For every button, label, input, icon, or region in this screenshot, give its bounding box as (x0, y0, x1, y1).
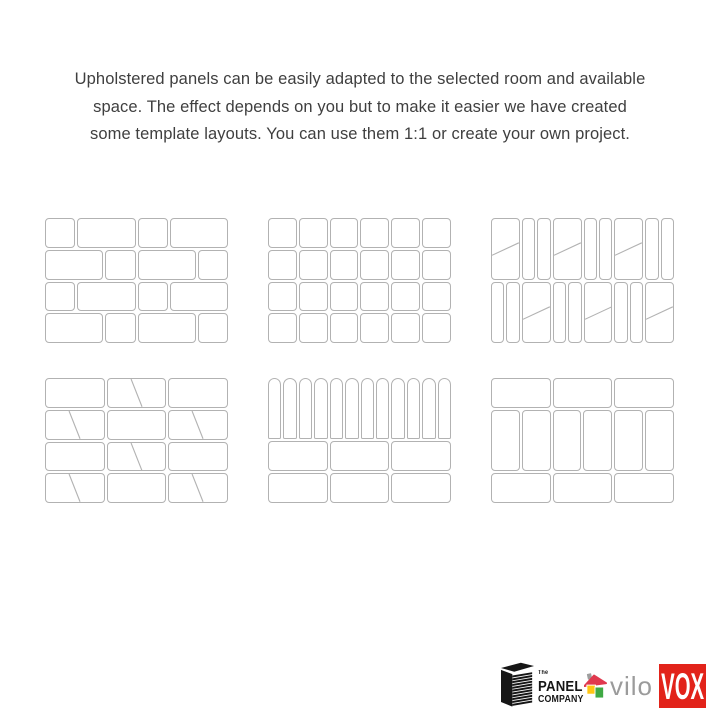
panel-cell (506, 282, 519, 344)
panel-cell (330, 218, 359, 248)
panel-cell (168, 473, 228, 503)
panel-cell (170, 218, 228, 248)
panel-cell (391, 473, 451, 503)
panel-cell (584, 282, 613, 344)
panel-cell (491, 410, 520, 471)
panel-cell (391, 282, 420, 312)
panel-cell-arched (438, 378, 451, 439)
panel-cell (77, 282, 135, 312)
vox-wordmark: VOX (661, 665, 705, 707)
panel-company-line1: PANEL (538, 678, 583, 695)
panel-company-wordmark (538, 661, 590, 705)
panel-cell (299, 218, 328, 248)
panel-cell-arched (422, 378, 435, 439)
panel-cell (170, 282, 228, 312)
panel-cell (268, 250, 297, 280)
panel-cell (45, 473, 105, 503)
panel-cell (553, 218, 582, 280)
panel-cell (45, 410, 105, 440)
intro-line: space. The effect depends on you but to make it easier we have created (93, 97, 627, 116)
panel-cell (107, 473, 167, 503)
panel-cell-arched (330, 378, 343, 439)
panel-cell (330, 313, 359, 343)
panel-cell (391, 313, 420, 343)
panel-cell (268, 313, 297, 343)
panel-cell (491, 282, 504, 344)
panel-cell (645, 218, 658, 280)
panel-cell (553, 282, 566, 344)
panel-cell (522, 410, 551, 471)
panel-cell (491, 473, 551, 503)
panel-cell (138, 282, 168, 312)
panel-cell (422, 218, 451, 248)
panel-cell-arched (376, 378, 389, 439)
panel-cell (107, 442, 167, 472)
panel-cell (491, 218, 520, 280)
intro-line: some template layouts. You can use them 1:1 or create your own project. (90, 125, 630, 143)
panel-company-logo (501, 661, 590, 707)
panel-cell (168, 442, 228, 472)
panel-cell (105, 313, 135, 343)
panel-cell (138, 250, 196, 280)
intro-line: Upholstered panels can be easily adapted to the selected room and available (74, 70, 646, 88)
panel-cell (330, 473, 390, 503)
panel-cell (599, 218, 612, 280)
panel-cell-arched (407, 378, 420, 439)
panel-cell (299, 313, 328, 343)
panel-cell (45, 442, 105, 472)
panel-cell (198, 250, 228, 280)
panel-cell (45, 218, 75, 248)
intro-text (0, 66, 720, 149)
panel-cell (45, 313, 103, 343)
panel-cell-arched (314, 378, 327, 439)
panel-cell (168, 410, 228, 440)
stacked-panels-icon (501, 661, 535, 707)
panel-cell-arched (299, 378, 312, 439)
panel-cell (299, 250, 328, 280)
panel-cell (391, 218, 420, 248)
panel-cell (553, 378, 613, 408)
panel-cell (268, 218, 297, 248)
panel-cell-arched (391, 378, 404, 439)
panel-cell (553, 473, 613, 503)
vox-logo (659, 664, 706, 708)
panel-cell (107, 410, 167, 440)
panel-cell (268, 473, 328, 503)
panel-cell (422, 250, 451, 280)
vilo-wordmark: vilo (610, 671, 654, 701)
layout-offset-brick (45, 218, 228, 343)
panel-cell (168, 378, 228, 408)
panel-cell (568, 282, 581, 344)
panel-cell (360, 250, 389, 280)
panel-cell (107, 378, 167, 408)
panel-cell-arched (283, 378, 296, 439)
panel-cell (645, 410, 674, 471)
layout-framed-verticals (491, 378, 674, 503)
panel-cell (422, 282, 451, 312)
panel-diagonal-line (554, 219, 581, 279)
panel-cell (630, 282, 643, 344)
panel-cell (198, 313, 228, 343)
panel-diagonal-line (523, 283, 550, 343)
panel-diagonal-line (615, 219, 642, 279)
panel-cell (614, 378, 674, 408)
panel-cell (330, 282, 359, 312)
panel-cell (77, 218, 135, 248)
panel-cell (45, 250, 103, 280)
panel-cell (360, 313, 389, 343)
template-layouts-grid (45, 218, 674, 503)
panel-cell (645, 282, 674, 344)
panel-cell (391, 441, 451, 471)
panel-cell-arched (361, 378, 374, 439)
panel-company-the: The (538, 670, 549, 676)
layout-arched-strips (268, 378, 451, 503)
panel-cell (330, 250, 359, 280)
panel-diagonal-line (46, 411, 104, 439)
panel-cell (45, 282, 75, 312)
panel-cell (299, 282, 328, 312)
panel-cell (583, 410, 612, 471)
panel-diagonal-line (46, 474, 104, 502)
panel-cell (522, 282, 551, 344)
panel-cell (360, 218, 389, 248)
panel-cell (553, 410, 582, 471)
panel-cell (138, 313, 196, 343)
panel-cell (614, 410, 643, 471)
panel-diagonal-line (169, 474, 227, 502)
panel-diagonal-line (108, 443, 166, 471)
panel-diagonal-line (585, 283, 612, 343)
panel-company-line2: COMPANY (538, 694, 584, 705)
panel-cell (360, 282, 389, 312)
panel-cell (138, 218, 168, 248)
panel-cell (105, 250, 135, 280)
panel-diagonal-line (646, 283, 673, 343)
vilo-logo (584, 669, 653, 703)
panel-cell (614, 218, 643, 280)
panel-diagonal-line (492, 219, 519, 279)
layout-diagonal-strip-mix (491, 218, 674, 343)
panel-cell-arched (345, 378, 358, 439)
panel-cell (391, 250, 420, 280)
panel-cell (522, 218, 535, 280)
panel-cell (268, 282, 297, 312)
panel-cell (45, 378, 105, 408)
panel-cell (491, 378, 551, 408)
panel-cell (614, 282, 627, 344)
panel-cell (537, 218, 550, 280)
panel-cell (661, 218, 674, 280)
panel-cell (268, 441, 328, 471)
house-icon (584, 673, 607, 702)
panel-diagonal-line (108, 379, 166, 407)
layout-slanted-brick (45, 378, 228, 503)
panel-diagonal-line (169, 411, 227, 439)
panel-cell (330, 441, 390, 471)
panel-cell (584, 218, 597, 280)
panel-cell (422, 313, 451, 343)
panel-cell-arched (268, 378, 281, 439)
layout-uniform-grid (268, 218, 451, 343)
panel-cell (614, 473, 674, 503)
